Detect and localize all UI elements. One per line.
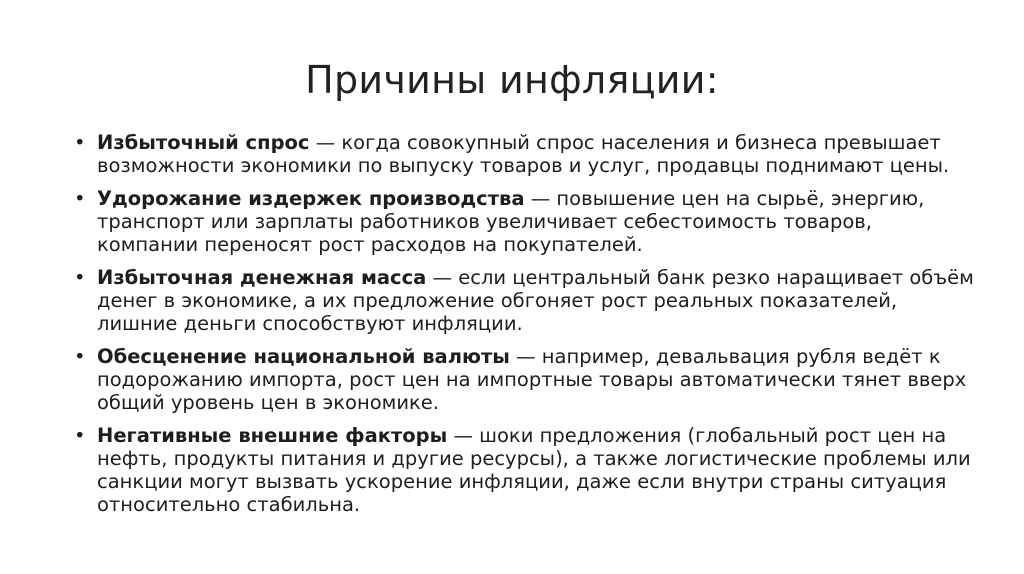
bullet-term: Удорожание издержек производства (97, 187, 525, 210)
bullet-text: — повышение цен на сырьё, энергию, транспорт или зарплаты работников увеличивает себестоимость товаров, компании переносят рост расходов на покупателей. (97, 187, 925, 256)
bullet-item-external-factors (74, 424, 974, 516)
bullet-item-money-supply (74, 266, 974, 335)
bullet-list (74, 131, 974, 526)
bullet-marker: • (74, 345, 86, 368)
bullet-marker: • (74, 187, 86, 210)
bullet-text: — шоки предложения (глобальный рост цен на нефть, продукты питания и другие ресурсы), а также логистические проблемы или санкции могут вызвать ускорение инфляции, даже если внутри страны ситуация относительно стабильна. (97, 424, 971, 516)
bullet-item-currency-devaluation (74, 345, 974, 414)
bullet-marker: • (74, 266, 86, 289)
bullet-marker: • (74, 131, 86, 154)
bullet-term: Негативные внешние факторы (97, 424, 448, 447)
bullet-term: Обесценение национальной валюты (97, 345, 510, 368)
slide-title: Причины инфляции: (305, 58, 719, 102)
bullet-item-cost-push (74, 187, 974, 256)
bullet-item-excess-demand (74, 131, 974, 177)
bullet-text: — например, девальвация рубля ведёт к подорожанию импорта, рост цен на импортные товары автоматически тянет вверх общий уровень цен в экономике. (97, 345, 967, 414)
bullet-text: — если центральный банк резко наращивает объём денег в экономике, а их предложение обгоняет рост реальных показателей, лишние деньги способствуют инфляции. (97, 266, 974, 335)
bullet-marker: • (74, 424, 86, 447)
bullet-text: — когда совокупный спрос населения и бизнеса превышает возможности экономики по выпуску товаров и услуг, продавцы поднимают цены. (97, 131, 950, 177)
bullet-term: Избыточный спрос (97, 131, 310, 154)
bullet-term: Избыточная денежная масса (97, 266, 427, 289)
